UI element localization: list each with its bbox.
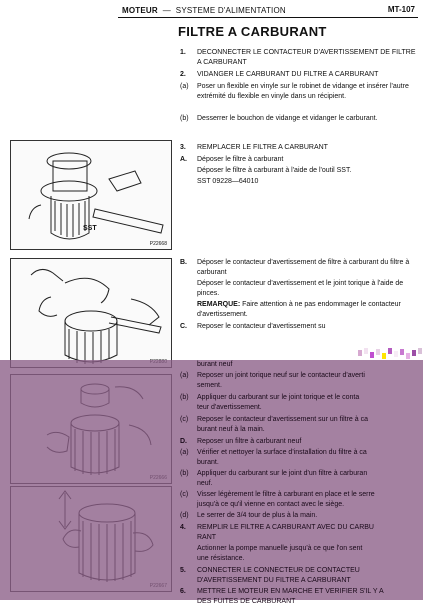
substep-text: Reposer le contacteur d'avertissement sur un filtre à ca — [197, 416, 368, 423]
substep-number: (a) — [180, 83, 189, 90]
step-letter: A. — [180, 156, 187, 163]
substep-text-cont: teur d'avertissement. — [197, 404, 262, 411]
remark-label: REMARQUE: — [197, 301, 241, 308]
figure-sst-removal — [10, 140, 172, 250]
step-title: Déposer le contacteur d'avertissement de filtre à carburant du filtre à carburant — [197, 259, 410, 276]
step-number: 5. — [180, 567, 186, 574]
subsection-name: SYSTEME D'ALIMENTATION — [175, 6, 286, 15]
substep-text: Reposer un joint torique neuf sur le contacteur d'averti — [197, 372, 365, 379]
substep-text: Visser légèrement le filtre à carburant en place et le serre — [197, 491, 375, 498]
step-number: 2. — [180, 71, 186, 78]
section-separator: — — [162, 6, 171, 15]
substep-number: (a) — [180, 372, 189, 379]
substep-text: Appliquer du carburant sur le joint d'un filtre à carburan — [197, 470, 368, 477]
step-text: Déposer le contacteur d'avertissement et le joint torique à l'aide de pinces. — [197, 280, 404, 297]
substep-text-cont: burant neuf à la main. — [197, 426, 265, 433]
substep-text-cont: jusqu'à ce qu'il vienne en contact avec le siège. — [197, 501, 345, 508]
step-text-cont: RANT — [197, 534, 217, 541]
step-letter: C. — [180, 323, 187, 330]
step-title-cont: burant neuf — [197, 361, 233, 368]
section-title — [122, 6, 286, 15]
step-text: DECONNECTER LE CONTACTEUR D'AVERTISSEMENT DE FILTRE A CARBURANT — [197, 49, 416, 66]
page-number: MT-107 — [387, 5, 415, 14]
step-letter: D. — [180, 438, 187, 445]
page-title: FILTRE A CARBURANT — [178, 24, 327, 39]
substep-text-cont: sement. — [197, 382, 222, 389]
figure-label-sst: SST — [83, 225, 97, 232]
page-header — [118, 2, 418, 18]
sst-code: SST 09228—64010 — [197, 178, 259, 185]
substep-number: (b) — [180, 470, 189, 477]
substep-number: (b) — [180, 115, 189, 122]
step-number: 3. — [180, 144, 186, 151]
substep-number: (d) — [180, 512, 189, 519]
substep-number: (b) — [180, 394, 189, 401]
step-text: VIDANGER LE CARBURANT DU FILTRE A CARBURANT — [197, 71, 379, 78]
step-number: 6. — [180, 588, 186, 595]
substep-text-cont: burant. — [197, 459, 219, 466]
section-name: MOTEUR — [122, 6, 158, 15]
step-title: Reposer un filtre à carburant neuf — [197, 438, 302, 445]
header-rule — [118, 17, 418, 18]
step-title: Déposer le filtre à carburant — [197, 156, 284, 163]
step-text: METTRE LE MOTEUR EN MARCHE ET VERIFIER S'IL Y A — [197, 588, 384, 595]
step-text: REMPLIR LE FILTRE A CARBURANT AVEC DU CARBU — [197, 524, 374, 531]
substep-text: Le serrer de 3/4 tour de plus à la main. — [197, 512, 318, 519]
step-text: CONNECTER LE CONNECTEUR DE CONTACTEU — [197, 567, 360, 574]
step-text: Déposer le filtre à carburant à l'aide de l'outil SST. — [197, 167, 352, 174]
substep-text-cont: neuf. — [197, 480, 213, 487]
step-text: REMPLACER LE FILTRE A CARBURANT — [197, 144, 328, 151]
substep-text: Appliquer du carburant sur le joint torique et le conta — [197, 394, 360, 401]
remark-text: Faire attention à ne pas endommager le contacteur d'avertissement. — [197, 301, 401, 318]
substep-number: (c) — [180, 416, 189, 423]
substep-text: Desserrer le bouchon de vidange et vidanger le carburant. — [197, 115, 378, 122]
step-letter: B. — [180, 259, 187, 266]
step-text-cont: D'AVERTISSEMENT DU FILTRE A CARBURANT — [197, 577, 351, 584]
step-remark — [197, 300, 413, 320]
step-number: 1. — [180, 49, 186, 56]
substep-text: Poser un flexible en vinyle sur le robinet de vidange et insérer l'autre extrémité du flexible en vinyle dans un récipient. — [197, 83, 409, 100]
substep-number: (a) — [180, 449, 189, 456]
step-title: Reposer le contacteur d'avertissement su — [197, 323, 326, 330]
substep-text: Vérifier et nettoyer la surface d'installation du filtre à ca — [197, 449, 367, 456]
step-subtext: Actionner la pompe manuelle jusqu'à ce que l'on sent — [197, 545, 363, 552]
figure-switch-removal — [10, 258, 172, 368]
step-text-cont: DES FUITES DE CARBURANT — [197, 598, 296, 605]
step-subtext-cont: une résistance. — [197, 555, 245, 562]
substep-number: (c) — [180, 491, 189, 498]
step-number: 4. — [180, 524, 186, 531]
figure-code: P22668 — [149, 241, 167, 247]
